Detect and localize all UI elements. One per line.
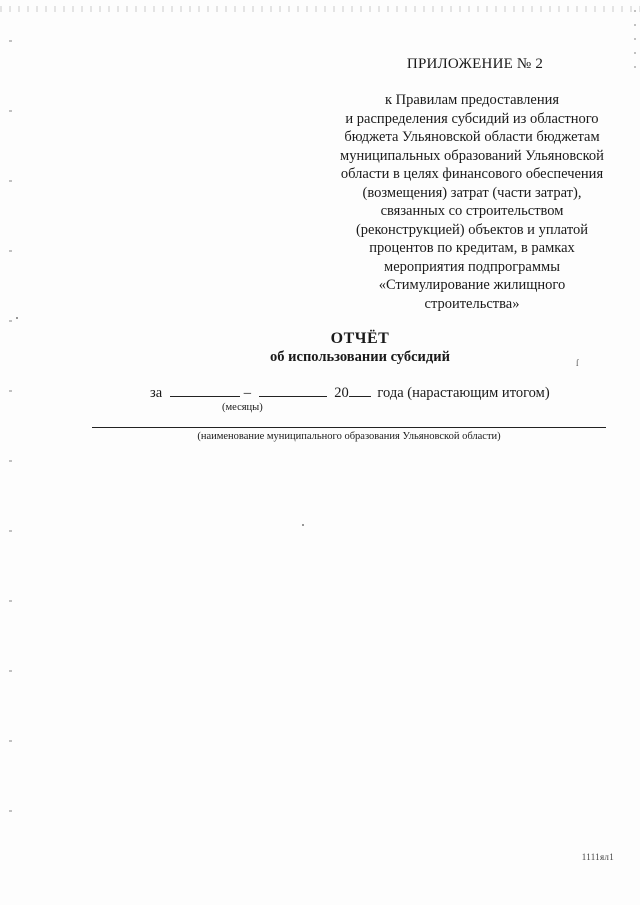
scan-artifact-right <box>634 10 636 70</box>
rules-line: «Стимулирование жилищного <box>378 277 566 293</box>
period-year-blank[interactable] <box>349 384 371 397</box>
rules-line: (возмещения) затрат (части затрат), <box>362 184 582 201</box>
footer-code: 1111ял1 <box>581 852 614 862</box>
period-prefix: за <box>150 385 163 401</box>
municipality-caption: (наименование муниципального образования Ульяновской области) <box>197 431 501 442</box>
appendix-title: ПРИЛОЖЕНИЕ № 2 <box>406 56 544 72</box>
scan-speck <box>16 317 18 319</box>
months-caption: (месяцы) <box>222 402 263 413</box>
municipality-name-blank[interactable] <box>92 427 606 428</box>
rules-line: и распределения субсидий из областного <box>345 110 599 127</box>
period-end-month-blank[interactable] <box>259 384 327 397</box>
report-period-line <box>150 384 570 402</box>
period-dash: – <box>243 385 252 401</box>
period-year-prefix: 20 <box>334 385 349 401</box>
scan-artifact-left <box>9 40 12 860</box>
rules-line: (реконструкцией) объектов и уплатой <box>355 221 589 238</box>
rules-line: муниципальных образований Ульяновской <box>340 147 604 164</box>
period-start-month-blank[interactable] <box>170 384 240 397</box>
rules-line: мероприятия подпрограммы <box>384 258 560 275</box>
scan-speck <box>302 524 304 526</box>
rules-line: строительства» <box>424 295 520 312</box>
rules-reference-text <box>320 91 624 313</box>
rules-line: области в целях финансового обеспечения <box>340 166 604 182</box>
report-title: ОТЧЁТ <box>330 330 390 347</box>
rules-line: к Правилам предоставления <box>384 92 560 108</box>
period-suffix: года (нарастающим итогом) <box>377 385 550 401</box>
scan-mark: ſ <box>576 358 579 368</box>
report-subtitle: об использовании субсидий <box>270 349 450 365</box>
rules-line: процентов по кредитам, в рамках <box>369 240 575 256</box>
scan-artifact-top <box>0 6 640 12</box>
rules-line: бюджета Ульяновской области бюджетам <box>344 129 600 145</box>
rules-line: связанных со строительством <box>380 203 564 219</box>
